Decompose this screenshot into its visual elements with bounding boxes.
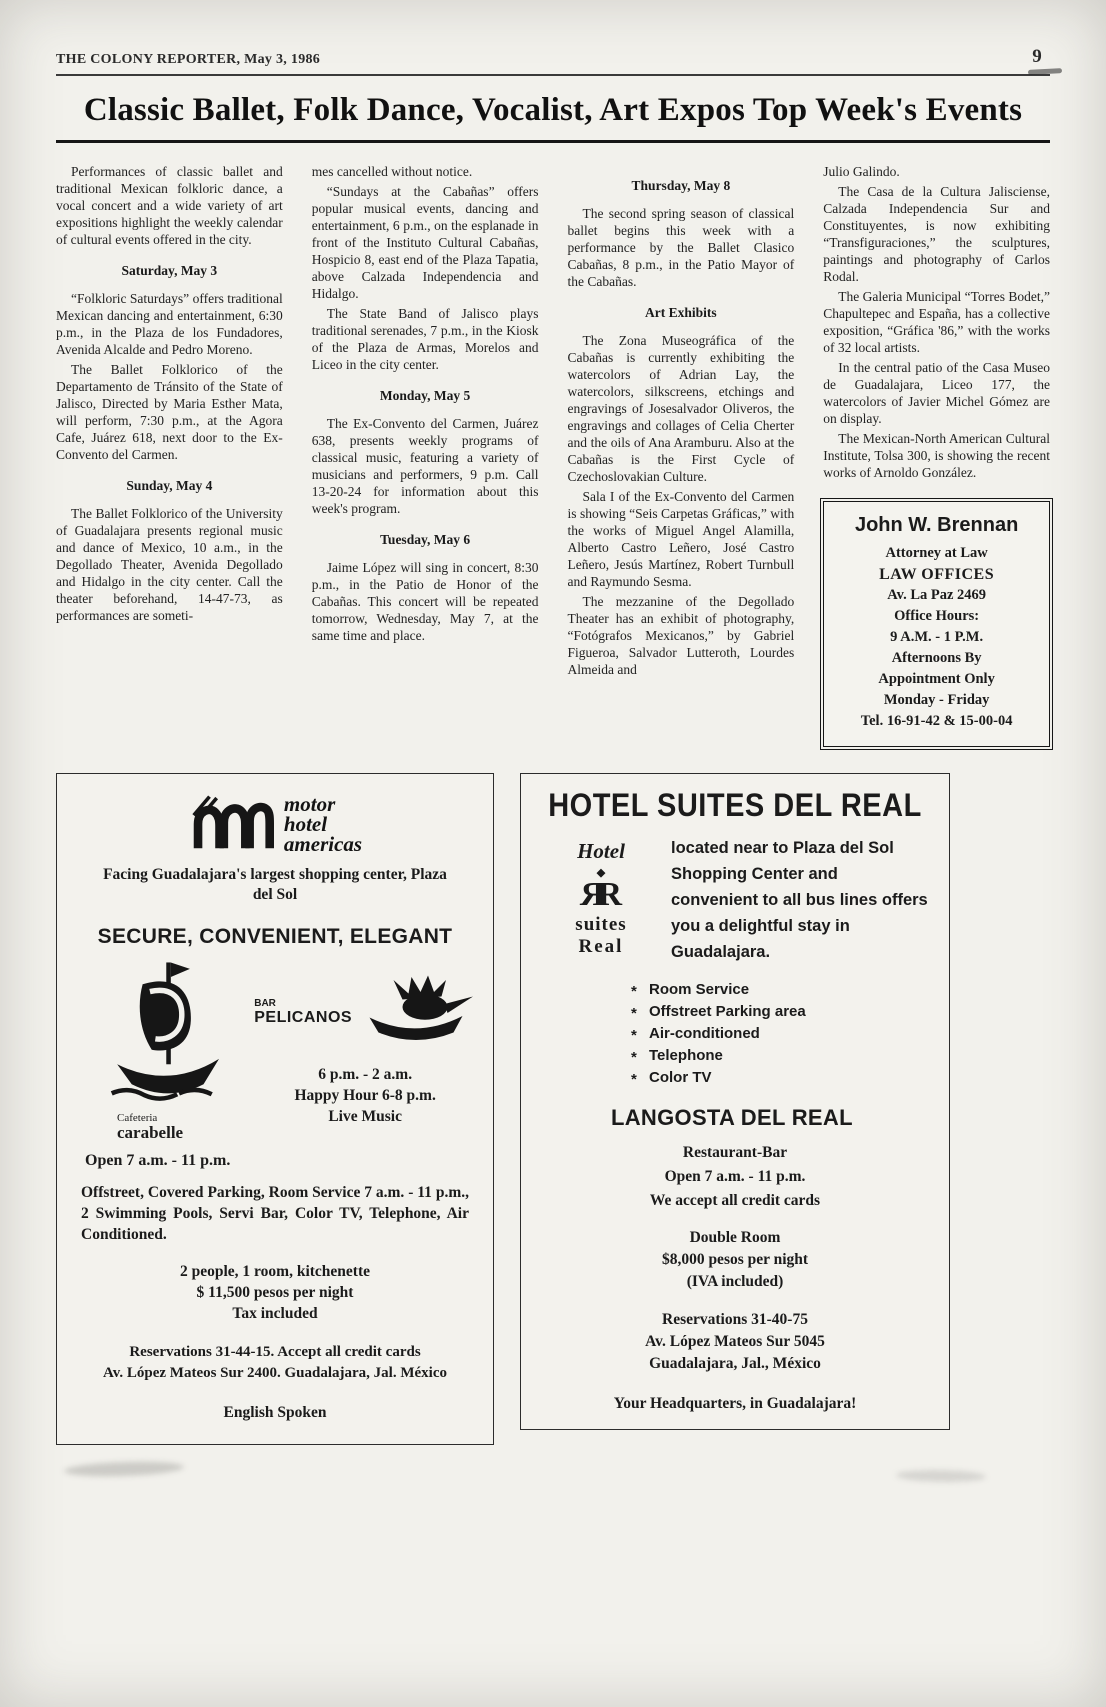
paragraph: Performances of classic ballet and traditional Mexican folkloric dance, a vocal concert and a wide variety of art expositions highlight the weekly calendar of cultural events offered in the city.: [56, 164, 283, 248]
paragraph: The Casa de la Cultura Jalisciense, Calzada Independencia Sur and Constituyentes, is now exhibiting “Transfiguraciones,” the sculptures, paintings and photography of Carlos Rodal.: [823, 184, 1050, 285]
brennan-phone: Tel. 16-91-42 & 15-00-04: [860, 713, 1013, 730]
hours-line: Happy Hour 6-8 p.m.: [294, 1086, 436, 1104]
paragraph: “Folkloric Saturdays” offers traditional Mexican dancing and entertainment, 6:30 p.m., in the Plaza de los Fundadores, Avenida Alcalde and Pedro Moreno.: [56, 291, 283, 358]
paragraph: The second spring season of classical ballet begins this week with a performance by the Ballet Clasico Cabañas, 8 p.m., in the Patio Mayor of the Cabañas.: [567, 206, 795, 290]
hours-line: Live Music: [328, 1107, 402, 1125]
section-heading: Sunday, May 4: [126, 478, 213, 494]
address-line: Av. López Mateos Sur 2400. Guadalajara, Jal. México: [102, 1365, 447, 1382]
real-slogan: Your Headquarters, in Guadalajara!: [613, 1395, 857, 1413]
logo-suites-word: suites: [575, 914, 627, 936]
carabelle-caption: [117, 1112, 259, 1142]
pelicanos-wordmark: [254, 998, 352, 1027]
americas-open-hours: Open 7 a.m. - 11 p.m.: [85, 1152, 231, 1170]
brennan-law-ad: [823, 501, 1050, 747]
amenity-item: * Room Service: [631, 979, 929, 1001]
room-line: 2 people, 1 room, kitchenette: [180, 1263, 370, 1281]
paragraph: The mezzanine of the Degollado Theater has an exhibit of photography, “Fotógrafos Mexicanos,” by Gabriel Figueroa, Salvador Lutteroth, Lourdes Almeida and: [567, 594, 795, 678]
brennan-line: Attorney at Law: [885, 545, 988, 562]
real-open-hours: Open 7 a.m. - 11 p.m.: [664, 1168, 806, 1186]
amenity-item: * Offstreet Parking area: [631, 1001, 929, 1023]
brennan-name: John W. Brennan: [854, 514, 1019, 537]
logo-word: hotel: [283, 811, 328, 836]
brennan-line: Av. La Paz 2469: [887, 587, 987, 604]
langosta-del-real-title: LANGOSTA DEL REAL: [611, 1105, 853, 1131]
bar-pelicanos-block: [254, 973, 471, 1127]
real-reservations: [541, 1309, 929, 1375]
cafeteria-carabelle-block: [79, 957, 259, 1142]
ads-row: [0, 773, 1106, 1445]
paragraph: “Sundays at the Cabañas” offers popular musical events, dancing and entertainment, 6 p.m., on the esplanade in front of the Instituto Cultural Cabañas, Hospicio 8, east end of the Plaza Tapatia, above Calzada Independencia and Hidalgo.: [311, 184, 539, 302]
hours-line: 6 p.m. - 2 a.m.: [318, 1065, 413, 1083]
address-line: Guadalajara, Jal., México: [649, 1355, 821, 1373]
paragraph: The Zona Museográfica of the Cabañas is currently exhibiting the watercolors of Adrian Lay, the watercolors, silkscreens, etchings and engravings of Josesalvador Oliveros, the engravings and collages of Celia Cherter and the oils of Ana Aramburu. Also at the Cabañas is the First Cycle of Czechoslovakian Culture.: [567, 333, 795, 485]
americas-tagline: SECURE, CONVENIENT, ELEGANT: [97, 925, 453, 949]
restaurant-bar-label: Restaurant-Bar: [682, 1144, 788, 1162]
paragraph: Sala I of the Ex-Convento del Carmen is showing “Seis Carpetas Gráficas,” with the works of Miguel Angel Alamilla, Alberto Castro Leñero, José Castro Leñero, Jesús Martínez, Robert Turnbull and Raymundo Sesma.: [567, 489, 795, 590]
english-spoken-label: English Spoken: [223, 1404, 327, 1422]
section-heading: Art Exhibits: [645, 305, 717, 321]
column-3: [568, 163, 795, 747]
pelicanos-label: PELICANOS: [254, 1008, 353, 1026]
reservation-line: Reservations 31-40-75: [662, 1311, 808, 1329]
americas-reservations: [79, 1342, 471, 1384]
column-4: [823, 163, 1050, 747]
page-number: 9: [1032, 46, 1050, 68]
room-price: $8,000 pesos per night: [661, 1251, 809, 1269]
real-room-offer: [541, 1227, 929, 1293]
suites-real-emblem-icon: ◆ RR: [579, 867, 623, 914]
brennan-line: LAW OFFICES: [879, 566, 995, 584]
address-line: Av. López Mateos Sur 5045: [645, 1333, 825, 1351]
paragraph: The Ballet Folklorico of the Departamento de Tránsito of the State of Jalisco, Directed by Maria Esther Mata, will perform, 7:30 p.m., at the Agora Cafe, Juárez 618, next door to the Ex-Convento del Carmen.: [56, 362, 283, 463]
masthead: THE COLONY REPORTER, May 3, 1986: [56, 52, 321, 67]
hotel-americas-logo: [79, 790, 471, 857]
americas-room-offer: [79, 1261, 471, 1324]
logo-hotel-word: Hotel: [577, 839, 625, 864]
amenity-item: * Air-conditioned: [631, 1023, 929, 1045]
cafeteria-label: Cafeteria: [117, 1112, 158, 1125]
room-line: Double Room: [689, 1229, 781, 1247]
amenity-item: * Color TV: [631, 1067, 929, 1089]
headline-rule: [56, 140, 1050, 143]
logo-word: motor: [283, 791, 336, 816]
americas-services: Offstreet, Covered Parking, Room Service 7 a.m. - 11 p.m., 2 Swimming Pools, Servi Bar, Color TV, Telephone, Air Conditioned.: [81, 1184, 469, 1244]
real-top-row: [541, 833, 929, 965]
bar-hours: [259, 1064, 471, 1127]
real-amenities-list: [631, 979, 929, 1089]
suites-real-logo: [541, 833, 661, 965]
paragraph: In the central patio of the Casa Museo de Guadalajara, Liceo 177, the watercolors of Javier Michel Gómez are on display.: [823, 360, 1050, 427]
paragraph: Julio Galindo.: [823, 164, 900, 180]
real-restaurant-info: [541, 1141, 929, 1213]
paragraph: Jaime López will sing in concert, 8:30 p.m., in the Patio de Honor of the Cabañas. This concert will be repeated tomorrow, Wednesday, May 7, at the same time and place.: [311, 560, 539, 644]
scan-smudge: [896, 1469, 986, 1483]
section-heading: Thursday, May 8: [631, 178, 731, 194]
hotel-americas-m-icon: [188, 790, 274, 857]
brennan-line: Monday - Friday: [883, 692, 990, 709]
paragraph: The Ex-Convento del Carmen, Juárez 638, presents weekly programs of classical music, featuring a variety of musicians and performers, 9 p.m. Call 13-20-24 for information about this week's program.: [311, 416, 539, 517]
room-price: $ 11,500 pesos per night: [196, 1284, 354, 1302]
column-1: [56, 163, 283, 747]
hotel-americas-ad: [56, 773, 494, 1445]
logo-word: americas: [283, 831, 363, 856]
room-line: (IVA included): [686, 1273, 784, 1291]
paragraph: The Galeria Municipal “Torres Bodet,” Chapultepec and España, has a collective exposition, “Gráfica '86,” with the works of 32 local artists.: [823, 289, 1050, 356]
section-heading: Monday, May 5: [379, 388, 471, 404]
scan-smudge: [64, 1460, 184, 1478]
article-columns: [56, 163, 1050, 747]
masthead-rule: [56, 74, 1050, 76]
paragraph: The Ballet Folklorico of the University of Guadalajara presents regional music and dance of Mexico, 10 a.m., in the Degollado Theater, Avenida Degollado and Hidalgo in the city center. Call the theater beforehand, 14-47-73, as performances are someti-: [56, 506, 283, 624]
brennan-line: Appointment Only: [878, 671, 995, 688]
reservation-line: Reservations 31-44-15. Accept all credit cards: [129, 1344, 421, 1361]
americas-facing-text: Facing Guadalajara's largest shopping center, Plaza del Sol: [103, 866, 447, 904]
room-line: Tax included: [232, 1305, 318, 1323]
brennan-line: Office Hours:: [894, 608, 980, 625]
hotel-suites-del-real-ad: [520, 773, 950, 1430]
logo-real-word: Real: [578, 936, 624, 958]
bar-label: BAR: [254, 997, 276, 1009]
masthead-row: [56, 46, 1050, 68]
real-intro-text: located near to Plaza del Sol Shopping Center and convenient to all bus lines offers you a delightful stay in Guadalajara.: [671, 839, 928, 962]
section-heading: Tuesday, May 6: [380, 532, 471, 548]
paragraph: mes cancelled without notice.: [311, 164, 473, 180]
carabelle-label: carabelle: [117, 1123, 184, 1143]
brennan-line: Afternoons By: [891, 650, 982, 667]
column-2: [312, 163, 539, 747]
paragraph: The State Band of Jalisco plays traditional serenades, 7 p.m., in the Kiosk of the Plaza de Armas, Morelos and Liceo in the city center.: [311, 306, 539, 373]
credit-cards-line: We accept all credit cards: [649, 1192, 821, 1210]
paragraph: The Mexican-North American Cultural Institute, Tolsa 300, is showing the recent works of Arnoldo González.: [823, 431, 1050, 481]
amenity-item: * Telephone: [631, 1045, 929, 1067]
section-heading: Saturday, May 3: [121, 263, 218, 279]
pelican-icon: [356, 973, 476, 1052]
caravel-ship-icon: [99, 1094, 239, 1111]
hotel-americas-logo-text: [283, 791, 363, 856]
real-ad-title: HOTEL SUITES DEL REAL: [548, 788, 922, 825]
americas-graphics-row: [79, 957, 471, 1142]
brennan-line: 9 A.M. - 1 P.M.: [890, 629, 984, 646]
headline: Classic Ballet, Folk Dance, Vocalist, Art Expos Top Week's Events: [83, 92, 1023, 128]
